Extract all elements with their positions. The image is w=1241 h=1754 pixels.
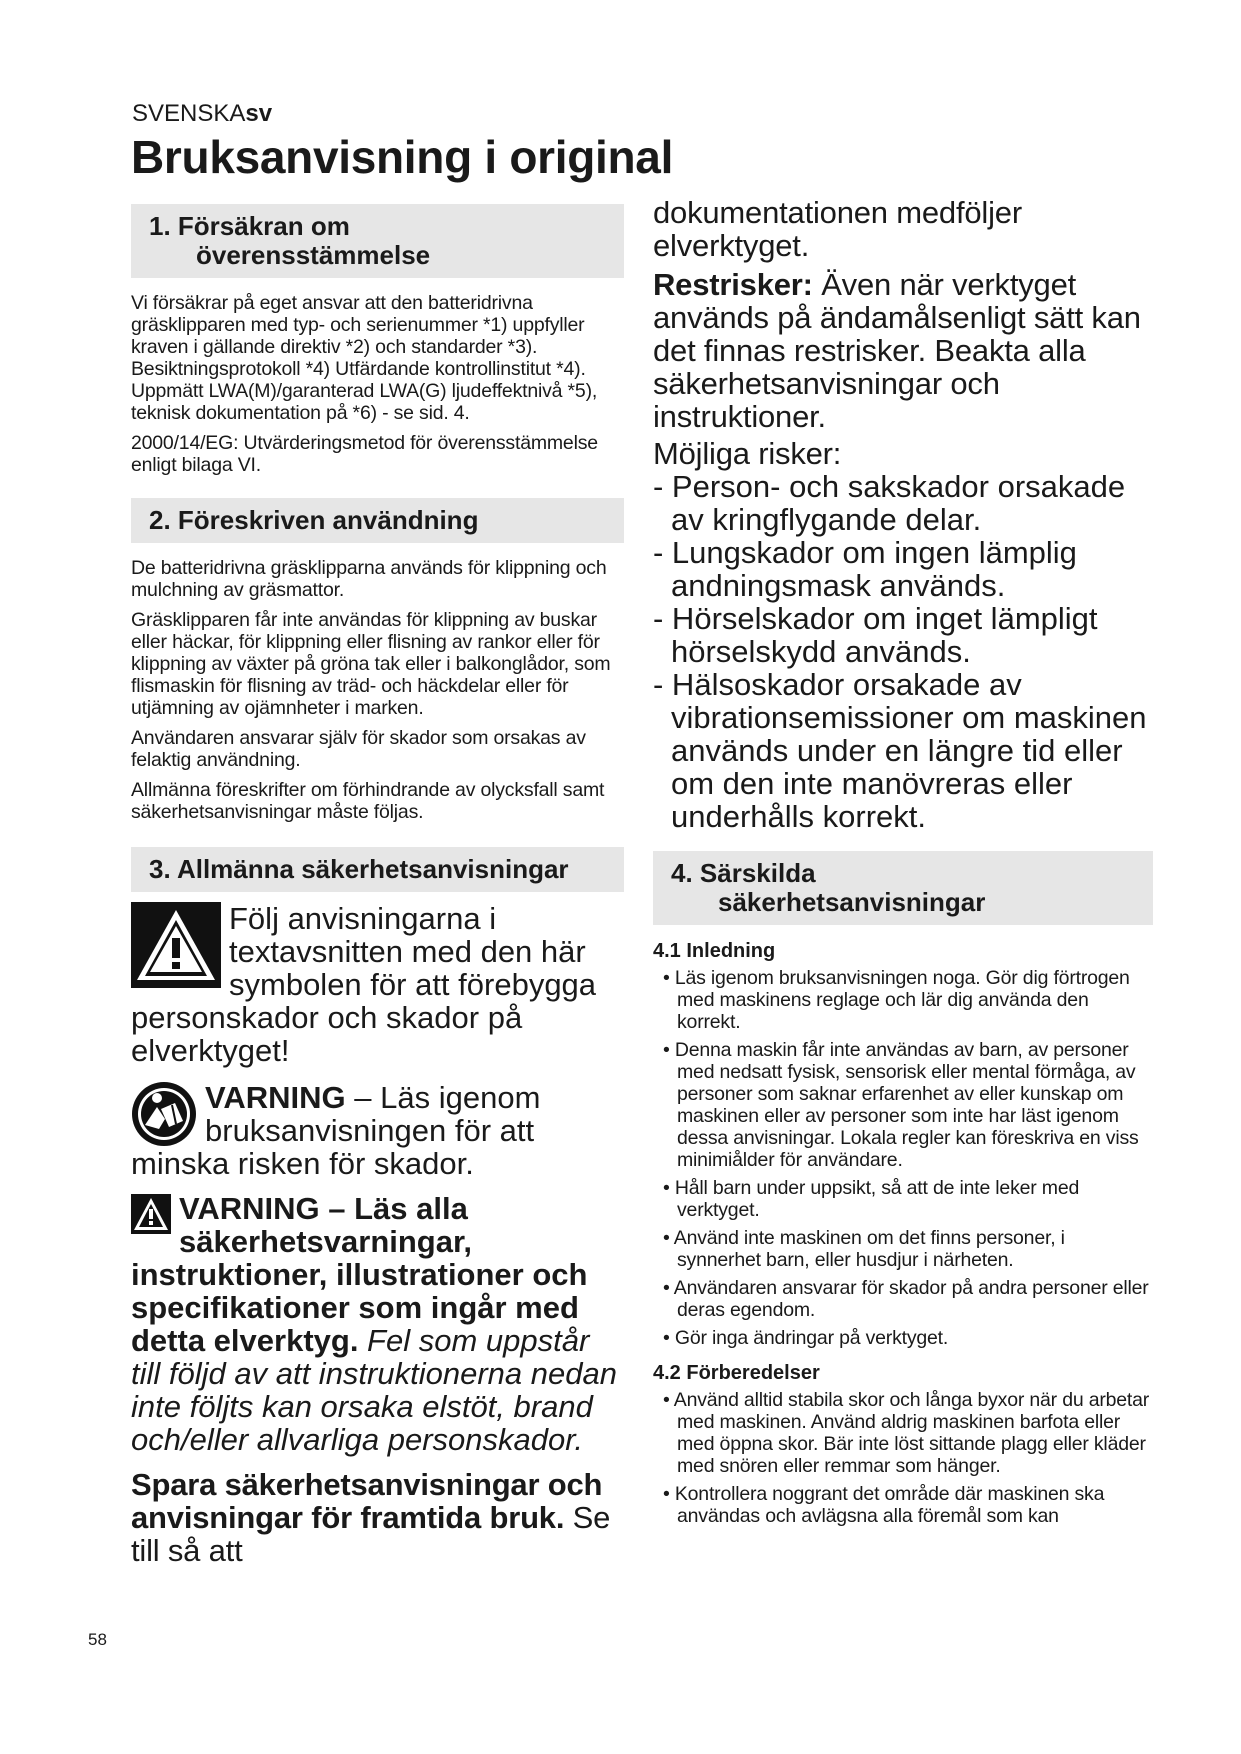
list-item: • Denna maskin får inte användas av barn, av personer med nedsatt fysisk, sensorisk eller mental förmåga, av personer som saknar erfarenhet av eller kunskap om maskinen eller av personer som inte har läst igenom dessa anvisningar. Lokala regler kan föreskriva en viss minimiålder för användare. bbox=[653, 1039, 1153, 1171]
subsection-4-1-list bbox=[653, 967, 1153, 1349]
section-2-paragraph-4: Allmänna föreskrifter om förhindrande av olycksfall samt säkerhetsanvisningar måste följas. bbox=[131, 779, 605, 823]
section-2-title: Föreskriven användning bbox=[177, 505, 479, 535]
section-2-number: 2. bbox=[149, 505, 171, 535]
section-1-directive: 2000/14/EG: Utvärderingsmetod för överensstämmelse enligt bilaga VI. bbox=[131, 432, 598, 476]
risk-item: - Person- och sakskador orsakade av kringflygande delar. bbox=[653, 469, 1126, 537]
save-bold: Spara säkerhetsanvisningar och anvisningar för framtida bruk. bbox=[131, 1467, 603, 1535]
warning-read-all bbox=[131, 1192, 624, 1456]
symbol-note-text: Följ anvisningarna i textavsnitten med den här symbolen för att förebygga personskador och skador på elverktyget! bbox=[131, 901, 597, 1068]
warning-1-text: – Läs igenom bruksanvisningen för att minska risken för skador. bbox=[131, 1080, 541, 1181]
section-3-title: Allmänna säkerhetsanvisningar bbox=[176, 854, 569, 884]
risk-list bbox=[653, 470, 1153, 833]
list-item: • Läs igenom bruksanvisningen noga. Gör dig förtrogen med maskinens reglage och lär dig använda den korrekt. bbox=[653, 967, 1153, 1033]
section-2-paragraph-3: Användaren ansvarar själv för skador som orsakas av felaktig användning. bbox=[131, 727, 586, 771]
section-4-number: 4. bbox=[671, 858, 693, 888]
read-manual-icon bbox=[131, 1081, 197, 1147]
warning-read-manual bbox=[131, 1081, 624, 1180]
list-item: • Gör inga ändringar på verktyget. bbox=[653, 1327, 1153, 1349]
section-3-number: 3. bbox=[149, 854, 171, 884]
list-item: • Använd inte maskinen om det finns personer, i synnerhet barn, eller husdjur i närheten. bbox=[653, 1227, 1153, 1271]
symbol-note bbox=[131, 902, 624, 1067]
subsection-4-2-list bbox=[653, 1389, 1153, 1527]
subsection-4-1-heading: 4.1 Inledning bbox=[653, 940, 776, 962]
risk-item: - Hälsoskador orsakade av vibrationsemissioner om maskinen används under en längre tid eller om den inte manövreras eller underhålls korrekt. bbox=[653, 667, 1147, 834]
section-2-heading bbox=[131, 498, 624, 543]
section-1-number: 1. bbox=[149, 211, 171, 241]
section-1-title-line1: Försäkran om bbox=[177, 211, 350, 241]
section-4-title-line2: säkerhetsanvisningar bbox=[718, 887, 986, 917]
continuation-text: dokumentationen medföljer elverktyget. bbox=[653, 195, 1022, 263]
section-4-title-line1: Särskilda bbox=[699, 858, 816, 888]
page-title: Bruksanvisning i original bbox=[131, 131, 674, 183]
right-column bbox=[653, 196, 1153, 1539]
page-number: 58 bbox=[88, 1630, 107, 1649]
warning-1-label: VARNING bbox=[205, 1080, 346, 1115]
risk-item: - Lungskador om ingen lämplig andningsmask används. bbox=[653, 535, 1077, 603]
warning-2-italic: Fel som uppstår till följd av att instruktionerna nedan inte följts kan orsaka elstöt, brand och/eller allvarliga personskador. bbox=[131, 1323, 617, 1457]
residual-risks-label: Restrisker: bbox=[653, 267, 813, 302]
list-item: • Använd alltid stabila skor och långa byxor när du arbetar med maskinen. Använd aldrig maskinen barfota eller med öppna skor. Bär inte löst sittande plagg eller kläder med snören eller remmar som hänger. bbox=[653, 1389, 1153, 1477]
list-item: • Kontrollera noggrant det område där maskinen ska användas och avlägsna alla föremål som kan bbox=[653, 1483, 1153, 1527]
warning-small-icon bbox=[131, 1194, 171, 1234]
possible-risks-title: Möjliga risker: bbox=[653, 436, 842, 471]
warning-2-bold: VARNING – Läs alla säkerhetsvarningar, instruktioner, illustrationer och specifikationer som ingår med detta elverktyg. bbox=[131, 1191, 588, 1358]
section-2-paragraph-1: De batteridrivna gräsklipparna används för klippning och mulchning av gräsmattor. bbox=[131, 557, 607, 601]
language-tag bbox=[132, 100, 272, 128]
left-column bbox=[131, 204, 624, 1567]
save-rest: Se till så att bbox=[131, 1500, 611, 1568]
section-1-paragraph: Vi försäkrar på eget ansvar att den batteridrivna gräsklipparen med typ- och serienummer *1) uppfyller kraven i gällande direktiv *2) och standarder *3). Besiktningsprotokoll *4) Utfärdande kontrollinstitut *4). Uppmätt LWA(M)/garanterad LWA(G) ljudeffektnivå *5), teknisk dokumentation på *6) - se sid. 4. bbox=[131, 292, 598, 424]
language-code: sv bbox=[245, 100, 273, 127]
risk-item: - Hörselskador om inget lämpligt hörselskydd används. bbox=[653, 601, 1098, 669]
save-instructions bbox=[131, 1468, 624, 1567]
language-name: SVENSKA bbox=[132, 100, 246, 127]
warning-triangle-icon bbox=[131, 902, 221, 988]
section-2-paragraph-2: Gräsklipparen får inte användas för klippning av buskar eller häckar, för klippning eller flisning av rankor eller för klippning av växter på gröna tak eller i balkonglådor, som flismaskin för flisning av träd- och häckdelar eller för utjämning av ojämnheter i marken. bbox=[131, 609, 611, 719]
section-1-title-line2: överensstämmelse bbox=[196, 240, 431, 270]
section-1-heading bbox=[131, 204, 624, 278]
section-3-heading bbox=[131, 847, 624, 892]
list-item: • Användaren ansvarar för skador på andra personer eller deras egendom. bbox=[653, 1277, 1153, 1321]
residual-risks bbox=[653, 268, 1153, 433]
section-4-heading bbox=[653, 851, 1153, 925]
residual-risks-text: Även när verktyget används på ändamålsenligt sätt kan det finnas restrisker. Beakta alla säkerhetsanvisningar och instruktioner. bbox=[653, 267, 1141, 434]
subsection-4-2-heading: 4.2 Förberedelser bbox=[653, 1362, 820, 1384]
list-item: • Håll barn under uppsikt, så att de inte leker med verktyget. bbox=[653, 1177, 1153, 1221]
